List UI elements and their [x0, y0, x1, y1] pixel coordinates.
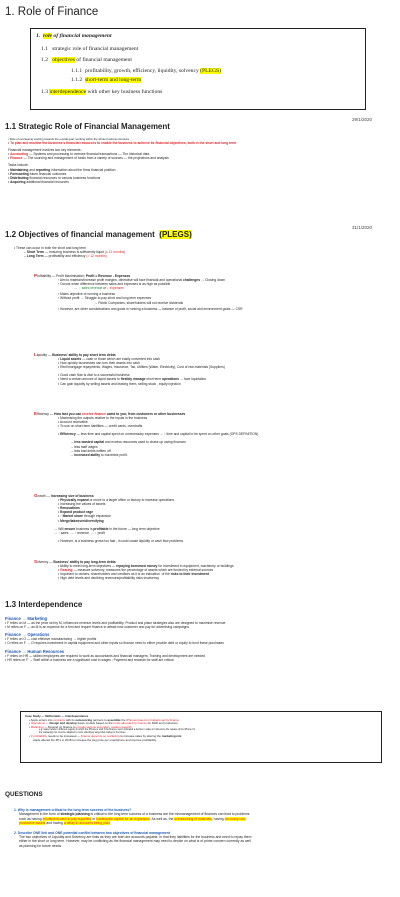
- interdependence-body: Finance → Marketing • F relies on M — as the price set by M, influences revenue levels and profitability; Product and place strategies also are designed to maximise revenue • M relies on F — as M is an expense for a firm and require finance to attract new customer and pay for advertising campaigns Finance → Operations • F relies on O — cost effective manufacturing → higher profits • O relies on F → O requires investment in capital equipment and other inputs so finance need to either provide debt or equity to fund these purchases Finance → Human Resources • F relies on HR — skilled employees are required to work as accountants and financial managers; Training and development are needed • HR relies on F → Staff within a business are a significant cost in wages ; Payment and rewards for staff are critical: [5, 616, 226, 662]
- outline-item-1-1-1: 1.1.1 profitability, growth, efficiency, liquidity, solvency (PLEGS): [71, 68, 221, 74]
- question-2: 2. Describe ONE link and ONE potential conflict between two objectives of financial management: [14, 830, 171, 835]
- contents-outline: [30, 28, 366, 110]
- question-1: 1. Why is management critical to the long term success of the business?: [14, 808, 132, 812]
- growth-block: Growth — Increasing size of business • Physically expand or move to a larger office or factory to increase operations • Increasing the values of assets • Renovations • Expand product rage • ↑ Market share through expansion • Merge/takeover/diversifying → Will ensure business is profitable in the future — long term objective → ↑ sales → ↑ revenue → ↑ profit • However, is a business grows too fast , it could cause liquidity or cash flow problems: [34, 493, 184, 543]
- questions-heading: QUESTIONS: [5, 791, 43, 798]
- outline-item-1-3: 1.3 interdependence with other key business functions: [41, 89, 163, 95]
- liquidity-block: Liquidity — Business' ability to pay short term debts • Liquid assets — cash or those which are easily converted into cash • How quickly businesses can turn their assets into cash • Rent/mortgage repayments, Wages, Insurance, Tax, Utilities (Water, Electricity), Cost of raw materials (Suppliers) • Good cash flow is vital to a successful business • Need a certain amount of liquid assets to flexibly manage short term operations → face liquidation • Can gain liquidity by selling assets and leasing them, selling stock , equity injection: [34, 352, 225, 386]
- objectives-intro: • These can occur in both the short and long term – Short Term — ensuring business is sufficiently liquid (≤ 12 months) – Long Term — profitability and efficiency (> 12 months): [14, 246, 126, 259]
- case-study-title: Case Study — McDonalds — Interdependence: [25, 714, 89, 718]
- outline-item-1-1-2: 1.1.2 short-term and long-term: [71, 77, 142, 83]
- section-heading-objectives: 1.2 Objectives of financial management (PLEGS): [5, 230, 192, 239]
- section-heading-interdependence: 1.3 Interdependence: [5, 600, 83, 609]
- case-study-box: Case Study — McDonalds — Interdependence • Apple enters into contracts with its outsourcing partners to assemble the iPhones based on budgets set by finance • Operations — Design and develop future models based on the funds allocated by finance for R&D and production. • Marketing — Depend on finance to provide various secondary market research e.g. sales trends in different regions in which the iPhone is sold if the finance report indicated a decline in sales in India since the release of the iPhone XL the marketing mix must be adapted to more effectively target that market in the future • If profitability needs to be increased — finance depends on marketing to increase sales by altering the marketing mix. Apple altered the 4P's in 2018 to increase the avg price per smartphone and improve profitability.: [20, 711, 382, 763]
- page-title: 1. Role of Finance: [5, 6, 99, 18]
- outline-heading: 1. role of financial management: [36, 33, 112, 39]
- solvency-block: Solvency — Business' ability to pay long-term debts • Ability to meet long-term objectives — repaying borrowed money for investment in equipment, machinery or buildings • Gearing — measure solvency; measures the percentage of assets which are funded by external sources • Important to owners, shareholders and creditors as it is an indication of the risks to their investment • High debt levels and declining revenues/profitability risks insolvency: [34, 559, 234, 581]
- outline-item-1-1: 1.1 strategic role of financial management: [41, 46, 139, 52]
- section-date: 31/1/2020: [352, 225, 373, 230]
- section-heading-strategic-role: 1.1 Strategic Role of Financial Management: [5, 122, 170, 131]
- efficiency-block: Efficiency — How fast you can receive finance owed to you; from customers or other businesses • Maximising the outputs relative to the inputs in the business • Account receivable • To use on short-term liabilities — credit cards, overdrafts • Efficiency — less time and capital spent on unnecessary expenses → ↑ time and capital to be spent on other goals (OPS DEFINITION) → less wasted capital and excess resources used to chase up owing finances → less staff wages → less bad debts written off → increased ability to maximise profit.: [34, 411, 259, 457]
- section-date: 29/1/2020: [352, 117, 373, 122]
- outline-item-1-2: 1.2 objectives of financial management: [41, 57, 132, 63]
- questions-body: 1. Why is management critical to the long term success of the business? Management in the form of strategic planning is critical to the long term success of a business are the mismanagement of finances can lead to problems such as having insufficient cash to pay suppliers or inadequate capital for an expansion. As well as, the overstocking of materials, having too many non- productive assets and having a delay in accounts being paid 2. Describe ONE link and ONE potential conflict between two objectives of financial management The two objectives of Liquidity and Solvency are links as they are both are accounts payable, in that they liabilities for the business and need to repay them either in the short or long term. However, may be conflicting as the financial management may need to decide on what is of prime concern currently as well as planning for future needs.: [14, 808, 252, 848]
- profitability-block: Profitability — Profit Maximisation; Profit = Revenue - Expenses › Aim to maintain/increase profit margins, otherwise will face financial and operational challenges → Closing down › Occurs when difference between sales and expenses is as high as possible → ↑ sales revenue or ↓ expenses › Mains objective of running a business › Without profit → Struggle to pay short and long term expenses → Public Companies, shareholders will not receive dividends › However, are other considerations and goals in running a business — balance of profit, social and environment goals — CSR: [34, 273, 243, 311]
- strategic-role-body: • Role of overseeing working towards the overall goal, working within the whole business structure • To plan and monitor the business's financial resources to enable the business to achieve its financial objectives, both in the short and long term Financial management involves two key elements: • Accounting — Systems and processing to oversee financial transactions — The historical data • Finance — The sourcing and management of funds from a variety of sources — the projections and analysis Tasks include: • Maintaining and reporting information about the firms financial position • Forecasting future financial outcomes • Distributing financial resources to various business functions • Acquiring additional financial resources: [8, 137, 237, 184]
